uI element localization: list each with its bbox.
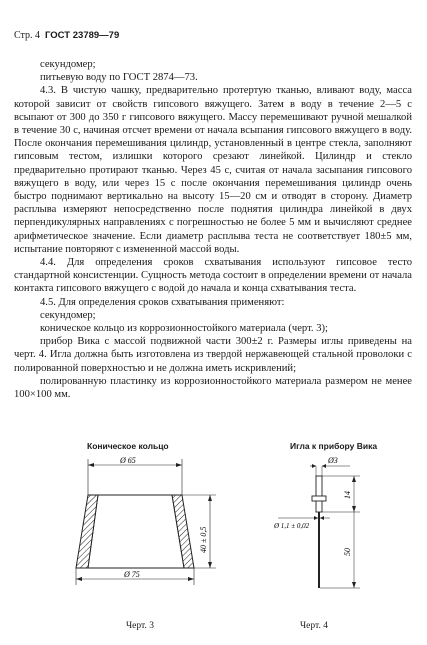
dim-14-label: 14	[343, 491, 352, 499]
needle-diameter-label: Ø 1,1 ± 0,02	[274, 522, 310, 530]
figure4-label: Черт. 4	[300, 621, 328, 631]
page-number: Стр. 4	[14, 30, 41, 41]
list-item: прибор Вика с массой подвижной части 300±2 г. Размеры иглы приведены на черт. 4. Игла должна быть изготовлена из твердой нержавеющей стальной проволоки с полированной поверхностью и не должна иметь искривлений;	[14, 336, 412, 374]
top-diameter-label: Ø3	[328, 456, 338, 465]
page-header	[14, 30, 119, 41]
conical-ring-drawing	[40, 455, 240, 595]
dim-50-label: 50	[343, 548, 352, 556]
gost-number: ГОСТ 23789—79	[45, 30, 120, 41]
vicat-needle-drawing	[270, 452, 400, 612]
paragraph-4-4: 4.4. Для определения сроков схватывания используют гипсовое тесто стандартной консистенции. Сущность метода состоит в определении времени от начала контакта гипсового вяжущего с водой до начала и конца схватывания теста.	[14, 257, 412, 295]
paragraph-4-5: 4.5. Для определения сроков схватывания применяют:	[40, 296, 285, 308]
bottom-diameter-label: Ø 75	[124, 570, 140, 579]
list-item: полированную пластинку из коррозионностойкого материала размером не менее 100×100 мм.	[14, 375, 412, 401]
list-item: питьевую воду по ГОСТ 2874—73.	[40, 72, 198, 84]
height-label: 40 ± 0,5	[199, 526, 208, 553]
body-text	[14, 58, 412, 401]
list-item: коническое кольцо из коррозионностойкого материала (черт. 3);	[40, 323, 328, 335]
paragraph-4-3: 4.3. В чистую чашку, предварительно протертую тканью, вливают воду, масса которой зависит от свойств гипсового вяжущего. Затем в воду в течение 2—5 с всыпают от 300 до 350 г гипсового вяжущего. Массу перемешивают ручной мешалкой в течение 30 с, начиная отсчет времени от начала всыпания гипсового вяжущего в воду. После окончания перемешивания цилиндр, установленный в центре стекла, заполняют гипсовым тестом, излишки которого срезают линейкой. Цилиндр и стекло предварительно протирают тканью. Через 45 с, считая от начала засыпания гипсового вяжущего в воду, или через 15 с после окончания перемешивания цилиндр очень быстро поднимают вертикально на высоту 15—20 см и отводят в сторону. Диаметр расплыва измеряют непосредственно после поднятия цилиндра линейкой в двух перпендикулярных направлениях с погрешностью не более 5 мм и вычисляют среднее арифметическое значение. Если диаметр расплыва теста не соответствует 180±5 мм, испытание повторяют с измененной массой воды.	[14, 85, 412, 255]
list-item: секундомер;	[40, 59, 96, 70]
figure4-caption: Игла к прибору Вика	[290, 441, 378, 451]
top-diameter-label: Ø 65	[120, 456, 136, 465]
figure3-caption: Коническое кольцо	[87, 441, 169, 451]
figure3-label: Черт. 3	[126, 621, 154, 631]
list-item: секундомер;	[40, 309, 96, 321]
